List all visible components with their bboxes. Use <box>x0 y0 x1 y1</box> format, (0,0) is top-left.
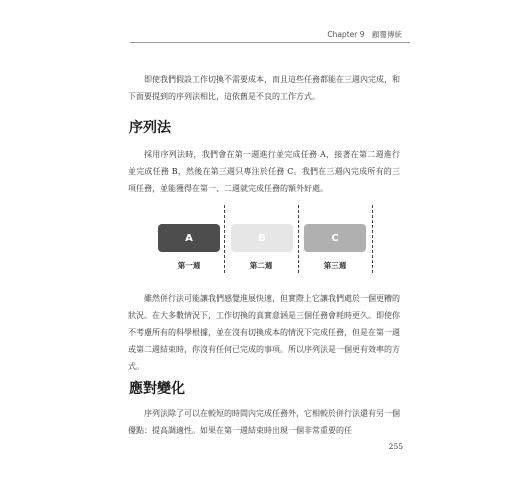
paragraph-sequential: 採用序列法時，我們會在第一週進行並完成任務 A，接著在第二週進行並完成任務 B，然後在第三週只專注於任務 C。我們在三週內完成所有的三項任務，並能獲得在第一、二週就完成任務的額外好處。 <box>128 150 400 193</box>
paragraph-comparison: 雖然併行法可能讓我們感覺進展快速，但實際上它讓我們處於一個更糟的狀況。在大多數情況下，工作切換的真實意涵是三個任務會耗時更久。即使你不考慮所有的科學根據，並在沒有切換成本的情況下完成任務，但是在第一週或第二週結束時，你沒有任何已完成的事項。所以序列法是一個更有效率的方式。 <box>128 294 400 371</box>
week-divider <box>224 205 225 273</box>
running-header: Chapter 9 顧覆傳統 <box>327 30 402 39</box>
task-box-a: A <box>158 224 220 252</box>
week-label-3: 第三週 <box>323 261 347 270</box>
header-rule <box>130 42 410 43</box>
paragraph-adapt: 序列法除了可以在較短的時間內完成任務外，它相較於併行法還有另一個優點：提高調適性。如果在第一週結束時出現一個非常重要的任 <box>128 409 400 435</box>
page-number: 255 <box>388 442 403 451</box>
task-box-c: C <box>304 224 366 252</box>
week-label-1: 第一週 <box>177 261 201 270</box>
week-divider <box>372 205 373 273</box>
task-box-b: B <box>231 224 293 252</box>
sequential-schedule-diagram <box>150 205 380 275</box>
section-heading-adapt: 應對變化 <box>129 381 185 397</box>
week-label-2: 第二週 <box>249 261 273 270</box>
week-divider <box>298 205 299 273</box>
section-heading-sequential: 序列法 <box>129 120 171 136</box>
paragraph-intro: 即使我們假設工作切換不需要成本，而且這些任務都能在三週內完成，和下面要提到的序列法相比，這依舊是不良的工作方式。 <box>128 75 400 101</box>
